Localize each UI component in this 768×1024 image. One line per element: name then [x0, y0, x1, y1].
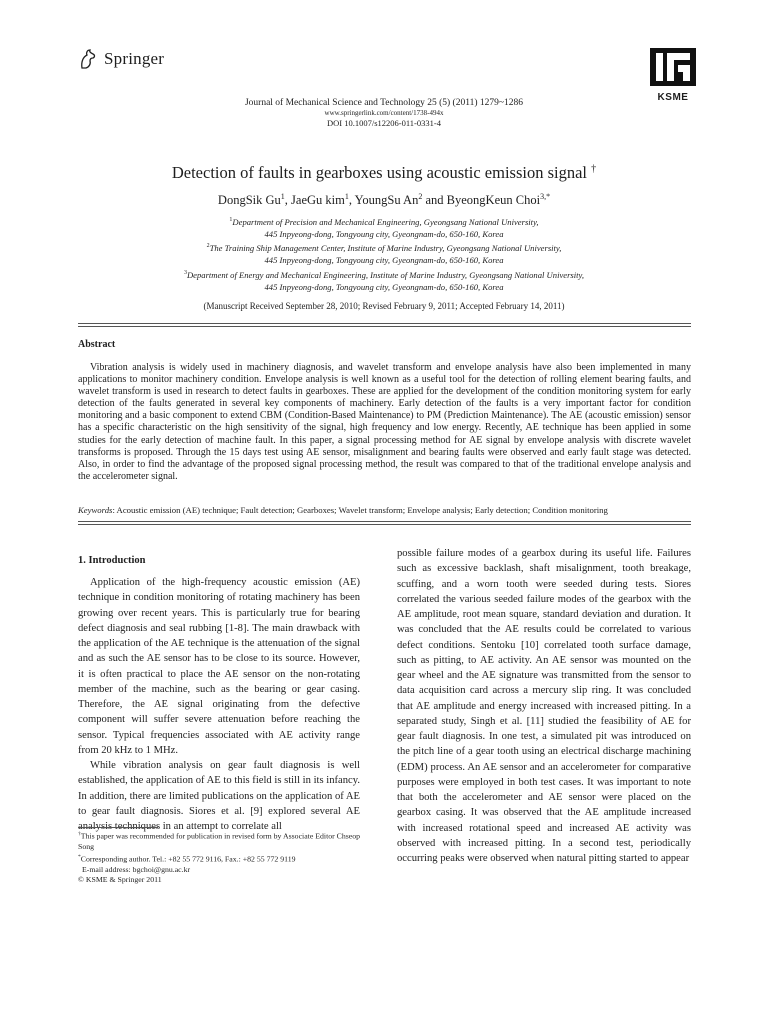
- affiliation-address: 445 Inpyeong-dong, Tongyoung city, Gyeongnam-do, 650-160, Korea: [264, 281, 504, 292]
- affiliation-mark: 1: [229, 217, 233, 223]
- abstract-divider: [78, 524, 691, 525]
- author-affiliation-mark: 1: [344, 192, 349, 201]
- affiliation-line: [0, 267, 768, 281]
- journal-info: [0, 98, 768, 128]
- affiliations: [0, 214, 768, 293]
- society-logo-text: KSME: [657, 92, 689, 103]
- author-name: ByeongKeun Choi: [446, 193, 541, 208]
- author-separator: and: [422, 193, 447, 208]
- keywords: [78, 505, 691, 515]
- journal-citation: Journal of Mechanical Science and Technology 25 (5) (2011) 1279~1286: [244, 98, 524, 108]
- author-affiliation-mark: 2: [418, 192, 423, 201]
- doi: DOI 10.1007/s12206-011-0331-4: [327, 118, 441, 128]
- affiliation-mark: 2: [206, 243, 210, 250]
- footnote-mark: *: [78, 854, 81, 860]
- springer-horse-icon: [78, 48, 98, 70]
- footnote: [78, 852, 368, 865]
- footnote-text: This paper was recommended for publication in revised form by Associate Editor Chseop Song: [78, 831, 361, 851]
- footnote-email[interactable]: E-mail address: bgchoi@gnu.ac.kr: [82, 864, 191, 874]
- abstract-text: Vibration analysis is widely used in machinery diagnosis, and wavelet transform and envelope analysis have also been implemented in many applications to monitor machinery condition. Envelope analysis is well known as a useful tool for the detection of rolling element bearing faults, and wavelet transform is used in research to detect faults in gearboxes. These are applied for the development of the condition monitoring system for early detection of the faults generated in several key components of machinery. Early detection of the faults is a very important factor for condition monitoring and a basic component to extend CBM (Condition-Based Maintenance) to PM (Prediction Maintenance). The AE (acoustic emission) sensor has a specific characteristic on the high sensitivity of the signal, high frequency and low energy. Recently, AE technique has been applied in some studies for the early detection of machine fault. In this paper, a signal processing method for AE signal by envelope analysis with discrete wavelet transforms is proposed. Through the 15 days test using AE sensor, misalignment and bearing faults were observed and early fault stage was detected. Also, in order to find the advantage of the proposed signal processing method, the result was compared to that of the traditional envelope analysis and the accelerometer signal.: [78, 362, 691, 482]
- author-affiliation-mark: 3,*: [540, 192, 551, 201]
- author-name: DongSik Gu: [217, 193, 281, 208]
- body-paragraph: While vibration analysis on gear fault diagnosis is well established, the application of AE to this field is still in its infancy. In addition, there are limited publications on the application of AE to gear fault diagnosis. Siores et al. [9] explored several AE analysis techniques in an attempt to correlate all: [78, 760, 360, 832]
- springer-logo: [78, 48, 164, 70]
- author-name: YoungSu An: [354, 193, 419, 208]
- footnote-text: Corresponding author. Tel.: +82 55 772 9116, Fax.: +82 55 772 9119: [80, 854, 296, 864]
- copyright: © KSME & Springer 2011: [78, 875, 162, 884]
- manuscript-dates: (Manuscript Received September 28, 2010; Revised February 9, 2011; Accepted February 14, 2011): [203, 301, 565, 311]
- right-column: [397, 546, 691, 866]
- ksme-emblem-icon: [650, 48, 696, 86]
- footnote-mark: †: [78, 831, 81, 837]
- affiliation-text: Department of Precision and Mechanical Engineering, Gyeongsang National University,: [232, 216, 539, 227]
- paper-title: [0, 163, 768, 183]
- author-separator: ,: [284, 193, 292, 208]
- body-paragraph: possible failure modes of a gearbox during its useful life. Failures such as excessive backlash, shaft misalignment, tooth breakage, scuffing, and a worn tooth were seeded during tests. Siores correlated the various seeded failure modes of the gearbox with the AE amplitude, root mean square, standard deviation and duration. It was concluded that the AE results could be correlated to various defect conditions. Sentoku [10] correlated tooth surface damage, such as pitting, to AE activity. An AE sensor was mounted on the gear wheel and the AE signature was transmitted from the sensor to data acquisition card across a mercury slip ring. It was concluded that AE amplitude and energy increased with increased pitting. In a separated study, Singh et al. [11] studied the feasibility of AE for gear fault diagnosis. In one test, a simulated pit was introduced on the pitch line of a gear tooth using an electrical discharge machining (EDM) process. An AE sensor and an accelerometer for comparative purposes were employed in both test cases. It was important to note that both the accelerometer and AE sensor were placed on the gearbox casing. It was observed that the AE amplitude increased with increased rotational speed and increased AE activity was observed with increased pitting. In a second test, periodically occurring peaks were observed when natural pitting started to appear: [397, 548, 691, 864]
- author-separator: ,: [348, 193, 355, 208]
- affiliation-text: Department of Energy and Mechanical Engineering, Institute of Marine Industry, Gyeongsang National University,: [186, 269, 585, 280]
- affiliation-address: 445 Inpyeong-dong, Tongyoung city, Gyeongnam-do, 650-160, Korea: [264, 255, 504, 266]
- left-column: [78, 575, 360, 834]
- body-paragraph: Application of the high-frequency acoustic emission (AE) technique in condition monitoring of rotating machinery has been growing over recent years. This is particularly true for bearing defect diagnosis and seal rubbing [1-8]. The main drawback with the application of the AE technique is the attenuation of the signal and as such the AE sensor has to be close to its source. However, it is often practical to place the AE sensor on the non-rotating member of the machine, such as the bearing or gear casing. Therefore, the AE signal originating from the defective component will suffer severe attenuation before reaching the sensor. Typical frequencies associated with AE activity range from 20 kHz to 1 MHz.: [78, 577, 360, 756]
- affiliation-line: [0, 240, 768, 254]
- author-list: [0, 192, 768, 208]
- footnotes: [78, 829, 368, 885]
- author-affiliation-mark: 1: [280, 192, 285, 201]
- author-name: JaeGu kim: [291, 193, 345, 208]
- affiliation-address: 445 Inpyeong-dong, Tongyoung city, Gyeongnam-do, 650-160, Korea: [264, 229, 504, 240]
- keywords-label: Keywords: [78, 505, 113, 515]
- abstract-divider: [78, 521, 691, 522]
- affiliation-text: The Training Ship Management Center, Institute of Marine Industry, Gyeongsang National University,: [209, 243, 562, 254]
- footnote: [78, 829, 368, 852]
- abstract-heading: Abstract: [78, 339, 116, 350]
- footnote-divider: [78, 827, 158, 828]
- affiliation-mark: 3: [183, 269, 187, 276]
- title-footnote-mark: †: [591, 163, 597, 175]
- header-divider: [78, 323, 691, 324]
- publisher-name: Springer: [104, 49, 165, 68]
- affiliation-line: [0, 214, 768, 228]
- ksme-logo: [650, 48, 696, 103]
- section-heading: 1. Introduction: [78, 555, 146, 566]
- keywords-list: : Acoustic emission (AE) technique; Fault detection; Gearboxes; Wavelet transform; Envelope analysis; Early detection; Condition monitoring: [112, 505, 608, 515]
- header-divider: [78, 326, 691, 327]
- paper-title-text: Detection of faults in gearboxes using acoustic emission signal: [171, 163, 588, 182]
- journal-website[interactable]: www.springerlink.com/content/1738-494x: [324, 109, 444, 117]
